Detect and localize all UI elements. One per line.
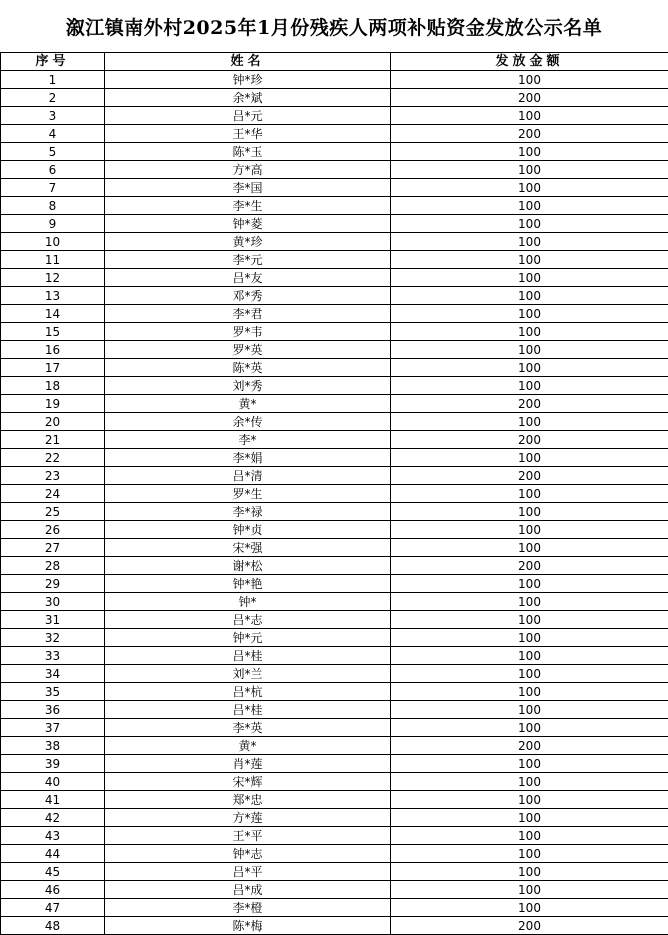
table-row xyxy=(1,665,668,683)
row-amount: 200 xyxy=(391,917,668,935)
row-amount: 100 xyxy=(391,197,668,215)
row-index: 35 xyxy=(1,683,105,701)
table-row xyxy=(1,161,668,179)
row-amount: 100 xyxy=(391,881,668,899)
row-name: 李*君 xyxy=(105,305,391,323)
row-index: 23 xyxy=(1,467,105,485)
row-index: 26 xyxy=(1,521,105,539)
row-name: 罗*生 xyxy=(105,485,391,503)
row-amount: 100 xyxy=(391,161,668,179)
table-row xyxy=(1,71,668,89)
table-row xyxy=(1,413,668,431)
row-name: 黄* xyxy=(105,395,391,413)
row-amount: 100 xyxy=(391,827,668,845)
table-row xyxy=(1,683,668,701)
row-name: 李*元 xyxy=(105,251,391,269)
row-index: 7 xyxy=(1,179,105,197)
row-amount: 200 xyxy=(391,557,668,575)
table-row xyxy=(1,719,668,737)
row-name: 李*国 xyxy=(105,179,391,197)
table-row xyxy=(1,269,668,287)
table-row xyxy=(1,251,668,269)
table-row xyxy=(1,809,668,827)
page-title: 溆江镇南外村2025年1月份残疾人两项补贴资金发放公示名单 xyxy=(65,16,603,39)
table-row xyxy=(1,557,668,575)
header-name: 姓名 xyxy=(105,53,391,71)
row-name: 李*橙 xyxy=(105,899,391,917)
table-row xyxy=(1,773,668,791)
row-name: 郑*忠 xyxy=(105,791,391,809)
row-amount: 100 xyxy=(391,251,668,269)
header-amount: 发放金额 xyxy=(391,53,668,71)
row-name: 宋*强 xyxy=(105,539,391,557)
row-index: 14 xyxy=(1,305,105,323)
table-row xyxy=(1,125,668,143)
row-amount: 100 xyxy=(391,71,668,89)
table-row xyxy=(1,323,668,341)
row-amount: 100 xyxy=(391,539,668,557)
row-index: 36 xyxy=(1,701,105,719)
row-name: 谢*松 xyxy=(105,557,391,575)
row-name: 黄* xyxy=(105,737,391,755)
table-row xyxy=(1,467,668,485)
table-row xyxy=(1,359,668,377)
row-amount: 100 xyxy=(391,575,668,593)
row-amount: 100 xyxy=(391,143,668,161)
table-row xyxy=(1,107,668,125)
row-amount: 100 xyxy=(391,341,668,359)
row-name: 吕*平 xyxy=(105,863,391,881)
row-name: 钟*菱 xyxy=(105,215,391,233)
table-row xyxy=(1,197,668,215)
row-amount: 100 xyxy=(391,179,668,197)
row-name: 钟*志 xyxy=(105,845,391,863)
table-row xyxy=(1,287,668,305)
row-name: 陈*玉 xyxy=(105,143,391,161)
row-amount: 200 xyxy=(391,89,668,107)
row-index: 19 xyxy=(1,395,105,413)
row-index: 11 xyxy=(1,251,105,269)
row-amount: 100 xyxy=(391,377,668,395)
table-row xyxy=(1,647,668,665)
table-row xyxy=(1,143,668,161)
table-body xyxy=(1,71,668,935)
row-name: 钟* xyxy=(105,593,391,611)
table-row xyxy=(1,341,668,359)
row-index: 6 xyxy=(1,161,105,179)
row-name: 罗*韦 xyxy=(105,323,391,341)
row-amount: 100 xyxy=(391,449,668,467)
row-amount: 200 xyxy=(391,737,668,755)
table-row xyxy=(1,845,668,863)
table-header-row xyxy=(1,53,668,71)
row-amount: 100 xyxy=(391,647,668,665)
table-row xyxy=(1,179,668,197)
row-name: 李*生 xyxy=(105,197,391,215)
row-index: 21 xyxy=(1,431,105,449)
row-name: 吕*清 xyxy=(105,467,391,485)
row-index: 30 xyxy=(1,593,105,611)
row-name: 吕*桂 xyxy=(105,701,391,719)
row-index: 12 xyxy=(1,269,105,287)
table-row xyxy=(1,395,668,413)
row-amount: 100 xyxy=(391,791,668,809)
row-amount: 100 xyxy=(391,773,668,791)
row-index: 44 xyxy=(1,845,105,863)
row-name: 王*华 xyxy=(105,125,391,143)
row-index: 20 xyxy=(1,413,105,431)
row-amount: 100 xyxy=(391,629,668,647)
row-name: 余*斌 xyxy=(105,89,391,107)
row-index: 41 xyxy=(1,791,105,809)
row-name: 陈*梅 xyxy=(105,917,391,935)
row-amount: 200 xyxy=(391,395,668,413)
table-row xyxy=(1,827,668,845)
row-amount: 100 xyxy=(391,413,668,431)
row-amount: 100 xyxy=(391,107,668,125)
row-name: 吕*桂 xyxy=(105,647,391,665)
table-row xyxy=(1,89,668,107)
row-name: 吕*杭 xyxy=(105,683,391,701)
table-row xyxy=(1,431,668,449)
row-name: 吕*志 xyxy=(105,611,391,629)
row-index: 29 xyxy=(1,575,105,593)
row-name: 吕*友 xyxy=(105,269,391,287)
table-row xyxy=(1,899,668,917)
row-index: 34 xyxy=(1,665,105,683)
row-name: 李* xyxy=(105,431,391,449)
row-index: 31 xyxy=(1,611,105,629)
row-index: 37 xyxy=(1,719,105,737)
row-amount: 100 xyxy=(391,665,668,683)
row-amount: 100 xyxy=(391,809,668,827)
row-index: 10 xyxy=(1,233,105,251)
row-name: 李*禄 xyxy=(105,503,391,521)
row-name: 钟*艳 xyxy=(105,575,391,593)
row-index: 28 xyxy=(1,557,105,575)
row-index: 39 xyxy=(1,755,105,773)
row-amount: 100 xyxy=(391,611,668,629)
table-row xyxy=(1,539,668,557)
table-row xyxy=(1,917,668,935)
row-index: 48 xyxy=(1,917,105,935)
row-index: 33 xyxy=(1,647,105,665)
row-index: 45 xyxy=(1,863,105,881)
row-index: 2 xyxy=(1,89,105,107)
row-name: 罗*英 xyxy=(105,341,391,359)
row-amount: 100 xyxy=(391,845,668,863)
table-row xyxy=(1,863,668,881)
table-row xyxy=(1,629,668,647)
row-index: 4 xyxy=(1,125,105,143)
row-amount: 200 xyxy=(391,431,668,449)
table-row xyxy=(1,755,668,773)
table-row xyxy=(1,791,668,809)
row-amount: 100 xyxy=(391,863,668,881)
row-name: 王*平 xyxy=(105,827,391,845)
row-amount: 100 xyxy=(391,287,668,305)
row-index: 8 xyxy=(1,197,105,215)
table-row xyxy=(1,233,668,251)
table-row xyxy=(1,737,668,755)
row-amount: 100 xyxy=(391,215,668,233)
row-name: 宋*辉 xyxy=(105,773,391,791)
row-name: 陈*英 xyxy=(105,359,391,377)
row-index: 5 xyxy=(1,143,105,161)
row-name: 余*传 xyxy=(105,413,391,431)
row-amount: 100 xyxy=(391,233,668,251)
table-row xyxy=(1,593,668,611)
row-index: 27 xyxy=(1,539,105,557)
row-index: 40 xyxy=(1,773,105,791)
row-index: 22 xyxy=(1,449,105,467)
row-name: 方*高 xyxy=(105,161,391,179)
row-amount: 100 xyxy=(391,485,668,503)
row-name: 钟*贞 xyxy=(105,521,391,539)
row-amount: 100 xyxy=(391,701,668,719)
row-amount: 100 xyxy=(391,305,668,323)
row-index: 46 xyxy=(1,881,105,899)
row-index: 24 xyxy=(1,485,105,503)
table-row xyxy=(1,575,668,593)
row-name: 刘*秀 xyxy=(105,377,391,395)
table-row xyxy=(1,611,668,629)
row-index: 32 xyxy=(1,629,105,647)
row-amount: 100 xyxy=(391,521,668,539)
table-row xyxy=(1,485,668,503)
header-index: 序号 xyxy=(1,53,105,71)
table-row xyxy=(1,881,668,899)
row-index: 3 xyxy=(1,107,105,125)
row-name: 钟*珍 xyxy=(105,71,391,89)
row-name: 黄*珍 xyxy=(105,233,391,251)
table-row xyxy=(1,503,668,521)
table-row xyxy=(1,701,668,719)
row-amount: 100 xyxy=(391,503,668,521)
row-name: 邓*秀 xyxy=(105,287,391,305)
table-row xyxy=(1,449,668,467)
row-name: 李*英 xyxy=(105,719,391,737)
table-row xyxy=(1,521,668,539)
row-index: 43 xyxy=(1,827,105,845)
row-name: 李*娟 xyxy=(105,449,391,467)
row-index: 13 xyxy=(1,287,105,305)
row-name: 刘*兰 xyxy=(105,665,391,683)
row-index: 15 xyxy=(1,323,105,341)
row-amount: 100 xyxy=(391,593,668,611)
row-name: 吕*元 xyxy=(105,107,391,125)
row-index: 47 xyxy=(1,899,105,917)
row-amount: 100 xyxy=(391,323,668,341)
row-name: 钟*元 xyxy=(105,629,391,647)
row-index: 25 xyxy=(1,503,105,521)
row-index: 42 xyxy=(1,809,105,827)
row-index: 9 xyxy=(1,215,105,233)
row-index: 38 xyxy=(1,737,105,755)
row-amount: 200 xyxy=(391,125,668,143)
row-amount: 200 xyxy=(391,467,668,485)
row-name: 吕*成 xyxy=(105,881,391,899)
row-name: 肖*莲 xyxy=(105,755,391,773)
row-index: 1 xyxy=(1,71,105,89)
row-amount: 100 xyxy=(391,755,668,773)
row-index: 17 xyxy=(1,359,105,377)
table-row xyxy=(1,377,668,395)
table-row xyxy=(1,215,668,233)
row-amount: 100 xyxy=(391,719,668,737)
row-amount: 100 xyxy=(391,269,668,287)
row-amount: 100 xyxy=(391,899,668,917)
table-row xyxy=(1,305,668,323)
row-index: 16 xyxy=(1,341,105,359)
subsidy-table xyxy=(0,52,668,935)
row-name: 方*莲 xyxy=(105,809,391,827)
row-index: 18 xyxy=(1,377,105,395)
row-amount: 100 xyxy=(391,359,668,377)
row-amount: 100 xyxy=(391,683,668,701)
